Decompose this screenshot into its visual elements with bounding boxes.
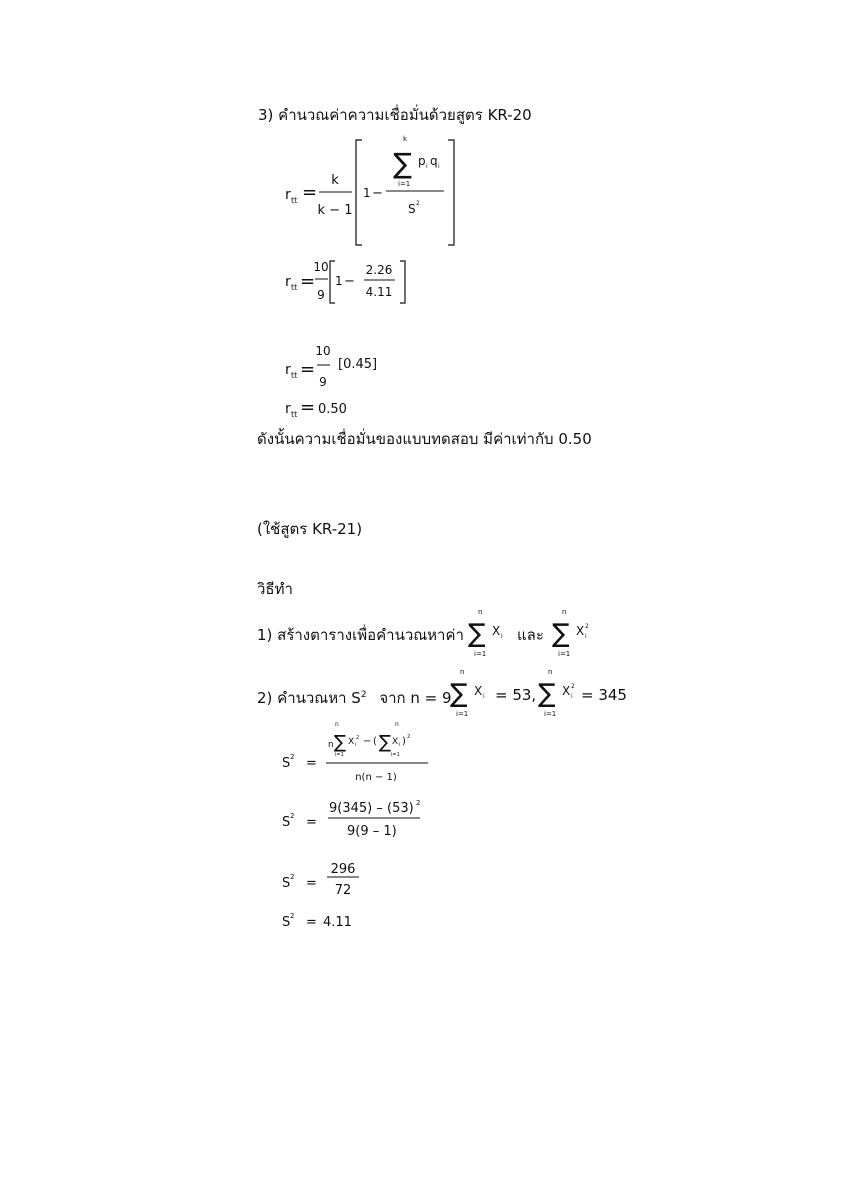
equals-sign: =	[306, 915, 317, 930]
sum-upper-limit: n	[562, 608, 567, 616]
k-numerator: k	[331, 173, 339, 188]
x-square: 2	[356, 735, 360, 741]
group-square: 2	[407, 734, 411, 740]
summation-sign: ∑	[393, 147, 412, 180]
p-subscript: i	[426, 163, 428, 170]
summation-sign: ∑	[468, 619, 486, 649]
s-symbol: S	[282, 815, 291, 830]
coef-denominator: 9	[317, 288, 325, 302]
one: 1	[363, 186, 371, 200]
kr21-step1-sum-x-squared	[550, 606, 600, 660]
x-subscript: i	[571, 693, 573, 700]
x-symbol: X	[392, 737, 399, 747]
fraction-denominator: 72	[334, 883, 352, 898]
kr21-step1-and: และ	[517, 626, 544, 644]
x-symbol: X	[348, 737, 355, 747]
sum-upper-limit: n	[395, 721, 399, 728]
variance-general-formula	[280, 722, 440, 784]
s-square: 2	[290, 912, 295, 920]
x-square: 2	[571, 683, 575, 690]
x-subscript: i	[501, 633, 503, 640]
sum-upper-limit: n	[548, 668, 553, 676]
summation-sign: ∑	[450, 679, 468, 709]
left-bracket	[356, 140, 362, 245]
variance-fraction	[280, 856, 380, 902]
equals-sign: =	[306, 815, 317, 830]
rtt-subscript: tt	[291, 410, 298, 419]
close-paren: )	[402, 736, 406, 747]
kr20-conclusion: ดังนั้นความเชื่อมั่นของแบบทดสอบ มีค่าเท่ากับ 0.50	[257, 430, 592, 448]
s-square: 2	[290, 812, 295, 820]
summation-sign: ∑	[538, 679, 556, 709]
s-symbol: S	[282, 756, 291, 771]
variance-result	[280, 908, 380, 932]
x-symbol: X	[474, 684, 483, 698]
kr21-method-label: วิธีทำ	[257, 580, 293, 598]
rtt-symbol: r	[285, 274, 291, 290]
equals-sign: =	[306, 756, 317, 771]
rtt-subscript: tt	[291, 196, 298, 205]
s-symbol: S	[282, 915, 291, 930]
kr20-result	[276, 395, 396, 417]
kr20-step-heading: 3) คำนวณค่าความเชื่อมั่นด้วยสูตร KR-20	[258, 106, 532, 124]
fraction-numerator: 296	[330, 862, 356, 877]
x-square: 2	[585, 623, 589, 630]
equals-sign: =	[300, 359, 316, 380]
kr21-heading: (ใช้สูตร KR-21)	[257, 520, 363, 538]
kr21-step2-label	[257, 686, 456, 707]
result-value: 0.50	[318, 402, 347, 417]
bracket-value: [0.45]	[338, 357, 378, 372]
variance-substitution	[280, 795, 440, 845]
step2-from-text: จาก n = 9,	[379, 689, 457, 707]
rtt-subscript: tt	[291, 371, 298, 380]
open-paren: (	[373, 736, 377, 747]
x-symbol: X	[492, 624, 501, 638]
kr20-general-formula	[276, 135, 476, 250]
x-symbol: X	[562, 684, 571, 698]
summation-sign: ∑	[379, 732, 392, 753]
sum-upper-limit: k	[403, 135, 408, 143]
numerator-square: 2	[416, 799, 421, 807]
sum-lower-limit: i=1	[544, 710, 557, 718]
sum-upper-limit: n	[478, 608, 483, 616]
substitution-denominator: 9(9 – 1)	[347, 824, 397, 839]
kr21-step2-sum-x	[448, 666, 488, 720]
n-coefficient: n	[328, 740, 334, 750]
coef-numerator: 10	[313, 260, 329, 274]
s-symbol: S	[408, 202, 416, 216]
s-square: 2	[290, 873, 295, 881]
minus-sign: −	[344, 274, 355, 289]
minus-sign: −	[363, 736, 372, 747]
step2-sum-x-value: = 53,	[495, 686, 537, 704]
substitution-numerator: 9(345) – (53)	[329, 801, 414, 816]
kr20-substitution-1	[276, 255, 416, 310]
kr21-step2-sum-x-squared	[536, 666, 586, 720]
kr21-step1-sum-x	[466, 606, 516, 660]
rtt-symbol: r	[285, 187, 291, 203]
general-denominator: n(n − 1)	[355, 772, 397, 783]
coef-numerator: 10	[315, 344, 331, 358]
summation-sign: ∑	[334, 732, 347, 753]
x-subscript: i	[399, 742, 401, 748]
rtt-symbol: r	[285, 362, 291, 378]
x-subscript: i	[355, 742, 357, 748]
sum-lower-limit: i=1	[391, 752, 400, 758]
s-square: 2	[290, 753, 295, 761]
sum-lower-limit: i=1	[558, 650, 571, 658]
ratio-denominator: 4.11	[365, 285, 393, 299]
minus-sign: −	[372, 186, 383, 201]
equals-sign: =	[300, 271, 316, 292]
right-bracket	[400, 261, 405, 303]
one: 1	[335, 274, 343, 288]
q-subscript: i	[438, 163, 440, 170]
sum-lower-limit: i=1	[398, 180, 411, 188]
equals-sign: =	[302, 182, 318, 203]
step2-label-text: 2) คำนวณหา S	[257, 689, 361, 707]
sum-upper-limit: n	[460, 668, 465, 676]
step2-sum-x-squared-value: = 345	[581, 686, 627, 704]
x-subscript: i	[483, 693, 485, 700]
rtt-symbol: r	[285, 401, 291, 417]
right-bracket	[448, 140, 454, 245]
sum-lower-limit: i=1	[474, 650, 487, 658]
sum-lower-limit: i=1	[456, 710, 469, 718]
x-subscript: i	[585, 633, 587, 640]
s-symbol: S	[282, 876, 291, 891]
rtt-subscript: tt	[291, 283, 298, 292]
q-symbol: q	[430, 154, 438, 168]
sum-upper-limit: n	[335, 721, 339, 728]
variance-value: 4.11	[323, 915, 352, 930]
s-square: 2	[416, 200, 420, 207]
x-symbol: X	[576, 624, 585, 638]
equals-sign: =	[306, 876, 317, 891]
k-minus-1-denominator: k − 1	[317, 203, 353, 218]
sum-lower-limit: i=1	[335, 752, 344, 758]
equals-sign: =	[300, 397, 316, 418]
coef-denominator: 9	[319, 375, 327, 389]
p-symbol: p	[418, 154, 426, 168]
kr20-substitution-2	[276, 340, 396, 395]
ratio-numerator: 2.26	[365, 263, 393, 277]
summation-sign: ∑	[552, 619, 570, 649]
s-square: 2	[360, 690, 367, 700]
kr21-step1-label: 1) สร้างตารางเพื่อคำนวณหาค่า	[257, 626, 464, 644]
